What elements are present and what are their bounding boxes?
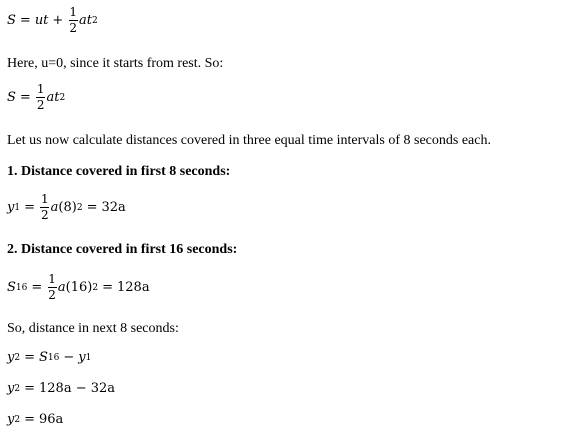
eq3-exponent: 2 [76, 202, 83, 213]
equation-y1 [7, 193, 126, 222]
eq3-lhs: y [7, 200, 15, 215]
eq4-a: a [57, 280, 66, 295]
equation-y2-sub [7, 381, 115, 396]
eq1-numerator: 1 [69, 5, 77, 19]
eq1-denominator: 2 [69, 21, 77, 35]
eq2-equals: = [19, 90, 31, 105]
text-intervals: Let us now calculate distances covered in three equal time intervals of 8 seconds each. [7, 133, 491, 148]
eq2-at: at [46, 90, 60, 105]
text-initial-condition: Here, u=0, since it starts from rest. So: [7, 56, 224, 71]
eq7-rhs: 96a [39, 412, 64, 427]
eq4-equals-2: = [102, 280, 113, 295]
eq3-fraction [40, 193, 50, 222]
eq6-lhs: y [7, 381, 15, 396]
eq5-term1-subscript: 16 [47, 352, 60, 363]
eq3-paren: (8) [58, 200, 77, 215]
eq3-a: a [50, 200, 59, 215]
equation-y2-result [7, 412, 63, 427]
eq6-equals: = [24, 381, 35, 396]
equation-s16 [7, 273, 150, 302]
eq3-numerator: 1 [41, 192, 49, 206]
eq3-equals: = [24, 200, 35, 215]
equation-displacement [7, 6, 98, 35]
eq5-minus: − [63, 350, 75, 365]
eq4-fraction [47, 273, 57, 302]
eq4-equals: = [31, 280, 43, 295]
eq1-exponent: 2 [91, 15, 98, 26]
eq1-at: at [78, 13, 92, 28]
eq5-subscript: 2 [14, 352, 21, 363]
eq6-rhs: 128a − 32a [39, 381, 116, 396]
eq5-lhs: y [7, 350, 15, 365]
eq4-denominator: 2 [48, 288, 56, 302]
eq3-equals-2: = [86, 200, 98, 215]
eq5-term2: y [78, 350, 86, 365]
eq2-fraction [36, 83, 46, 112]
eq6-subscript: 2 [14, 383, 21, 394]
eq4-subscript: 16 [15, 282, 28, 293]
eq1-plus: + [52, 13, 64, 28]
eq4-paren: (16) [65, 280, 93, 295]
eq5-equals: = [24, 350, 35, 365]
heading-first-16-seconds: 2. Distance covered in first 16 seconds: [7, 242, 238, 257]
eq4-lhs: S [7, 280, 16, 295]
eq7-lhs: y [7, 412, 15, 427]
equation-y2-def [7, 350, 91, 365]
eq3-denominator: 2 [41, 208, 49, 222]
eq2-lhs: S [7, 90, 16, 105]
eq3-result: 32a [101, 200, 126, 215]
eq5-term2-subscript: 1 [85, 352, 92, 363]
eq5-term1: S [39, 350, 48, 365]
eq7-equals: = [24, 412, 35, 427]
eq3-subscript: 1 [14, 202, 21, 213]
eq2-exponent: 2 [59, 92, 66, 103]
eq2-denominator: 2 [36, 98, 45, 112]
eq1-ut: ut [34, 13, 49, 28]
eq1-equals: = [19, 13, 31, 28]
eq1-lhs: S [7, 13, 16, 28]
eq1-fraction [68, 6, 78, 35]
eq4-exponent: 2 [92, 282, 99, 293]
eq4-result: 128a [117, 280, 150, 295]
text-next-8-seconds: So, distance in next 8 seconds: [7, 321, 179, 336]
heading-first-8-seconds: 1. Distance covered in first 8 seconds: [7, 164, 231, 179]
equation-rest [7, 83, 65, 112]
eq4-numerator: 1 [48, 272, 56, 286]
eq2-numerator: 1 [36, 82, 45, 96]
eq7-subscript: 2 [14, 414, 21, 425]
